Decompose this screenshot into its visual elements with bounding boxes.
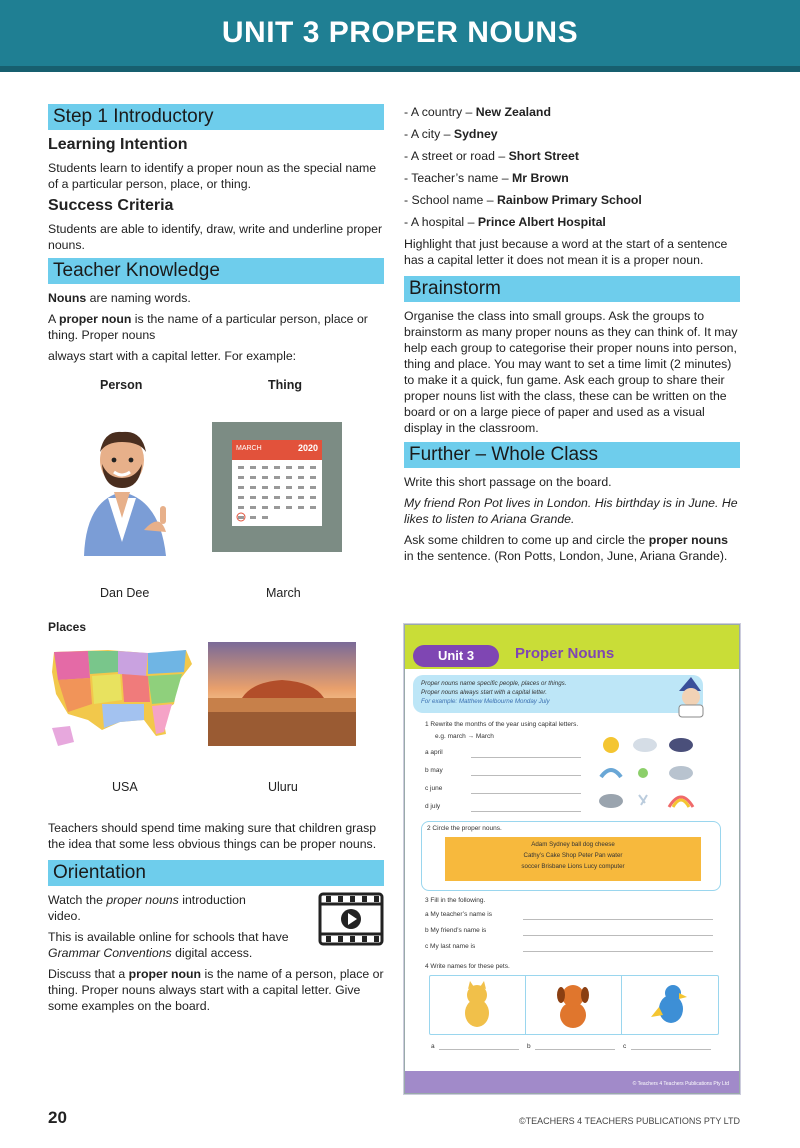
orientation-body (48, 892, 384, 1014)
example-label: - School name – (404, 193, 497, 207)
right-column (404, 104, 740, 569)
title-banner (0, 0, 800, 72)
example-item (404, 170, 740, 186)
example-item (404, 214, 740, 230)
example-item (404, 126, 740, 142)
answer-line (523, 951, 713, 952)
discuss-pre: Discuss that a (48, 967, 129, 981)
q1-text: 1 Rewrite the months of the year using capital letters. (425, 721, 579, 728)
example-label: - A country – (404, 105, 476, 119)
caption-usa: USA (112, 780, 138, 794)
examples-list (404, 104, 740, 230)
answer-line (535, 1049, 615, 1050)
circle-pre: Ask some children to come up and circle the (404, 533, 649, 547)
proper-bold: proper noun (58, 312, 132, 326)
available-post: digital access. (171, 946, 253, 960)
q2-text: 2 Circle the proper nouns. (427, 825, 502, 832)
spend-time-text: Teachers should spend time making sure that children grasp the idea that some less obvious things can be proper nouns. (48, 821, 377, 851)
proper-prefix: A (48, 312, 59, 326)
orientation-heading: Orientation (48, 860, 384, 886)
example-label: - A city – (404, 127, 454, 141)
step1-heading: Step 1 Introductory (48, 104, 384, 130)
available-italic: Grammar Conventions (48, 946, 172, 960)
places-figures (48, 638, 384, 818)
circle-bold: proper nouns (648, 533, 728, 547)
discuss-text (48, 966, 384, 1014)
example-label: - A street or road – (404, 149, 509, 163)
q4-label: c (623, 1043, 627, 1050)
passage-text: My friend Ron Pot lives in London. His birthday is in June. He likes to listen to Ariana Grande. (404, 496, 738, 526)
answer-line (471, 793, 581, 794)
discuss-bold: proper noun (128, 967, 202, 981)
brainstorm-text: Organise the class into small groups. Ask the groups to brainstorm as many proper nouns as they can think of. It may help each group to categorise their proper nouns into person, thing and place. You may want to set a time limit (2 minutes) to make it a quick, fun game. Ask each group to share their proper nouns list with the class, these can be written on the board or on a large piece of paper and used as a visual display in the classroom. (404, 309, 738, 435)
left-column (48, 104, 384, 1019)
q1-item: c june (425, 785, 443, 792)
calendar-year: 2020 (297, 443, 318, 453)
nouns-bold: Nouns (48, 291, 87, 305)
passage-intro: Write this short passage on the board. (404, 475, 612, 489)
usa-map (48, 642, 196, 750)
q3-item: a My teacher’s name is (425, 911, 492, 918)
q4-text: 4 Write names for these pets. (425, 963, 510, 970)
calendar-header (232, 440, 322, 460)
q2-word-box (445, 837, 701, 881)
example-value: Short Street (508, 149, 579, 163)
q4-divider (621, 975, 622, 1035)
nouns-rest: are naming words. (86, 291, 191, 305)
caption-march: March (266, 586, 301, 600)
answer-line (471, 757, 581, 758)
bird-icon (649, 979, 693, 1031)
watch-post: introduction video. (48, 893, 246, 923)
answer-line (439, 1049, 519, 1050)
example-label: - Teacher’s name – (404, 171, 512, 185)
worksheet-footer: © Teachers 4 Teachers Publications Pty Ltd (632, 1081, 729, 1087)
q2-row: soccer Brisbane Lions Lucy computer (521, 863, 625, 870)
worksheet-title: Proper Nouns (515, 645, 615, 662)
q1-example: e.g. march → March (435, 733, 494, 740)
page-title: UNIT 3 PROPER NOUNS (221, 16, 579, 49)
q4-label: a (431, 1043, 435, 1050)
calendar-month: MARCH (236, 445, 262, 452)
worksheet-preview (404, 624, 740, 1094)
label-places: Places (48, 620, 87, 634)
cat-icon (457, 979, 497, 1031)
watch-italic: proper nouns (106, 893, 179, 907)
example-item (404, 104, 740, 120)
uluru-image (208, 642, 356, 746)
q4-divider (525, 975, 526, 1035)
q1-item: b may (425, 767, 443, 774)
example-item (404, 192, 740, 208)
learning-intention-text: Students learn to identify a proper noun as the special name of a particular person, place, or thing. (48, 161, 377, 191)
available-text (48, 929, 298, 961)
q3-item: b My friend’s name is (425, 927, 487, 934)
answer-line (471, 811, 581, 812)
q2-row: Cathy’s Cake Shop Peter Pan water (523, 852, 623, 859)
capital-text: always start with a capital letter. For example: (48, 349, 297, 363)
q1-item: d july (425, 803, 441, 810)
answer-line (523, 935, 713, 936)
weather-icons (597, 733, 707, 815)
discuss-post: is the name of a person, place or thing. Proper nouns always start with a capital letter. Give some examples on the board. (48, 967, 384, 1013)
copyright: ©TEACHERS 4 TEACHERS PUBLICATIONS PTY LTD (518, 1116, 740, 1126)
proper-noun-definition (48, 311, 384, 343)
example-value: Mr Brown (512, 171, 569, 185)
page-number: 20 (48, 1108, 67, 1127)
available-pre: This is available online for schools that have (48, 930, 289, 944)
nouns-definition (48, 290, 384, 306)
worksheet-unit-label: Unit 3 (413, 645, 499, 667)
person-illustration (74, 422, 178, 556)
worksheet-info-box (413, 675, 703, 713)
q4-label: b (527, 1043, 531, 1050)
watch-pre: Watch the (48, 893, 107, 907)
wizard-icon (671, 675, 711, 719)
circle-post: in the sentence. (Ron Potts, London, June, Ariana Grande). (404, 549, 728, 563)
dog-icon (551, 979, 595, 1031)
label-person: Person (100, 378, 143, 392)
q3-text: 3 Fill in the following. (425, 897, 486, 904)
example-value: Prince Albert Hospital (477, 215, 606, 229)
video-icon[interactable] (318, 892, 384, 946)
caption-uluru: Uluru (268, 780, 298, 794)
calendar-image (212, 422, 342, 552)
learning-intention-heading: Learning Intention (48, 136, 188, 153)
example-label: - A hospital – (404, 215, 478, 229)
q2-row: Adam Sydney ball dog cheese (531, 841, 615, 848)
q3-item: c My last name is (425, 943, 476, 950)
caption-dan-dee: Dan Dee (100, 586, 150, 600)
info-line1: Proper nouns name specific people, places or things. (421, 680, 567, 687)
info-example: For example: Matthew Melbourne Monday July (421, 698, 550, 705)
success-criteria-text: Students are able to identify, draw, write and underline proper nouns. (48, 222, 383, 252)
success-criteria-heading: Success Criteria (48, 197, 174, 214)
person-thing-figures (48, 370, 384, 614)
circle-text (404, 532, 740, 564)
answer-line (471, 775, 581, 776)
example-value: Rainbow Primary School (496, 193, 642, 207)
proper-rest: is the name of a particular person, place or thing. Proper nouns (48, 312, 368, 342)
teacher-knowledge-heading: Teacher Knowledge (48, 258, 384, 284)
answer-line (631, 1049, 711, 1050)
answer-line (523, 919, 713, 920)
calendar-grid (232, 460, 322, 526)
example-value: Sydney (453, 127, 498, 141)
brainstorm-heading: Brainstorm (404, 276, 740, 302)
q1-item: a april (425, 749, 443, 756)
highlight-text: Highlight that just because a word at the start of a sentence has a capital letter it does not mean it is a proper noun. (404, 237, 728, 267)
example-item (404, 148, 740, 164)
example-value: New Zealand (475, 105, 551, 119)
further-heading: Further – Whole Class (404, 442, 740, 468)
info-line2: Proper nouns always start with a capital letter. (421, 689, 547, 696)
label-thing: Thing (268, 378, 303, 392)
calendar-page (232, 440, 322, 526)
watch-text (48, 892, 268, 924)
